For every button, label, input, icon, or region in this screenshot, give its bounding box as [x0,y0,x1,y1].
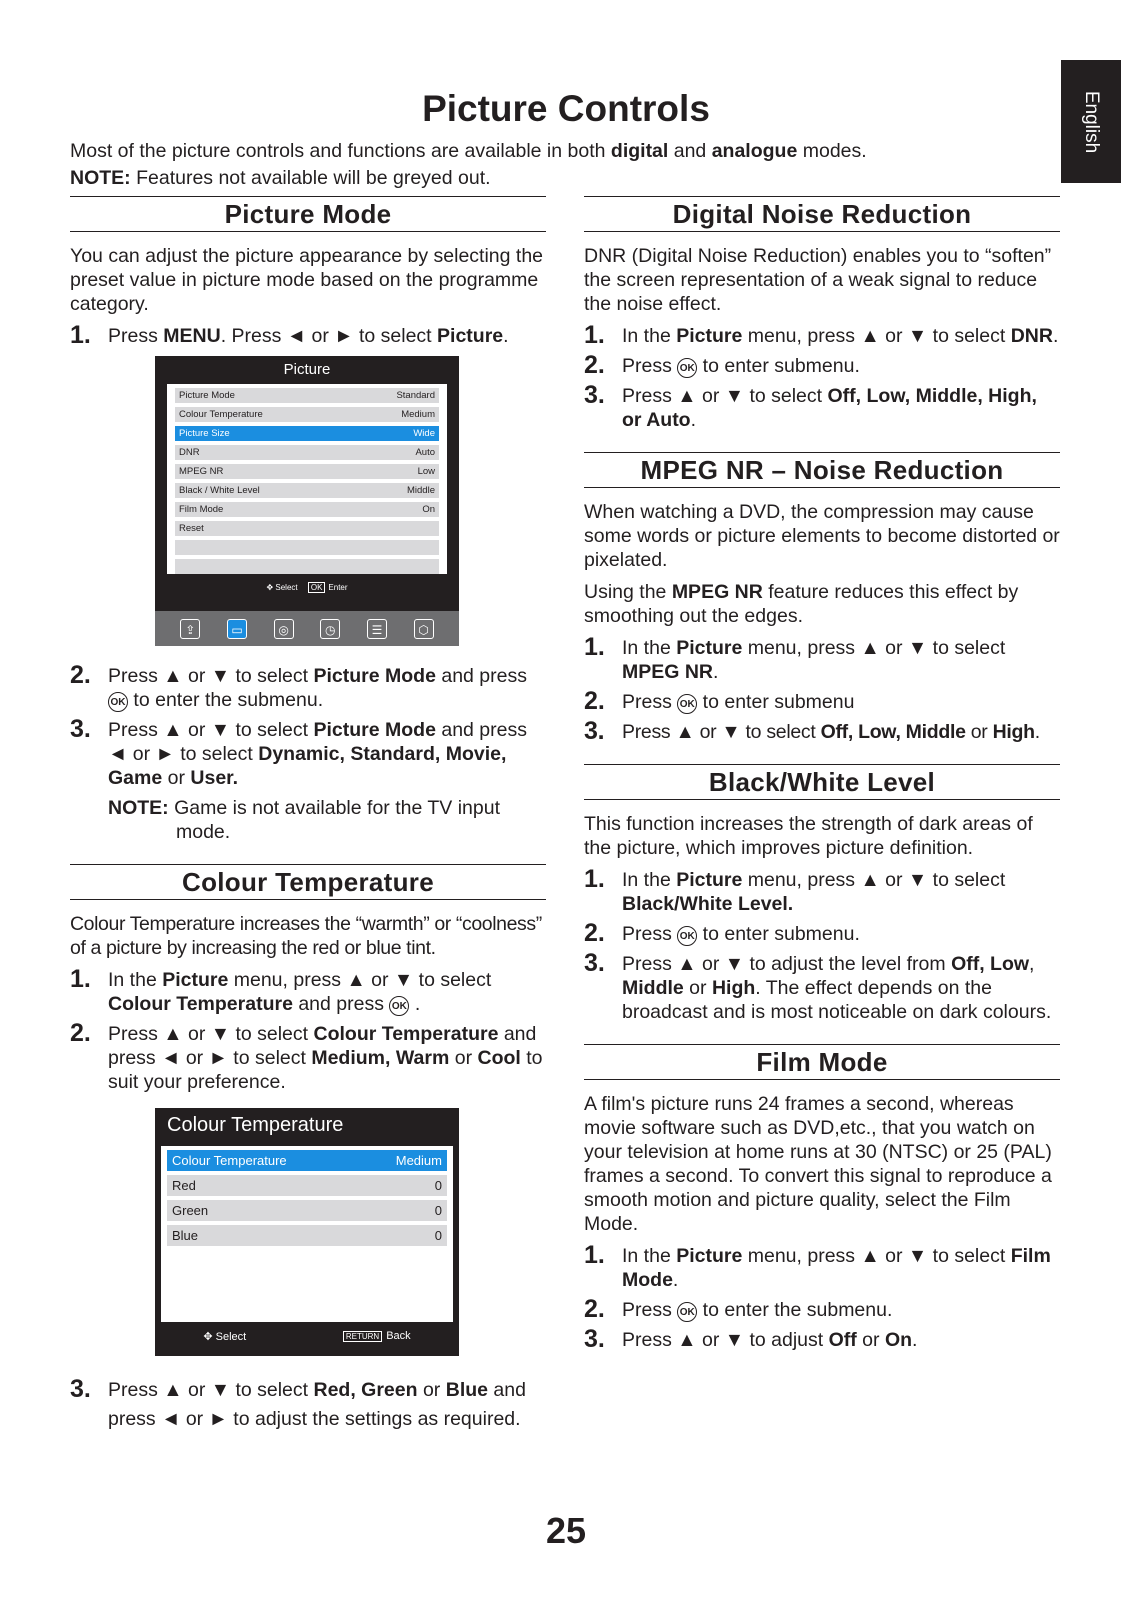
step [584,687,1060,715]
step-text: or [162,767,191,789]
step-bold: Colour Temperature [108,993,293,1015]
step-number: 2. [70,661,91,689]
step-text: . [713,661,719,683]
step-text: . [503,325,509,347]
row-label: Picture Mode [179,390,235,401]
section-heading-black-white-level: Black/White Level [584,764,1060,800]
step [70,661,546,712]
row-value: Middle [407,485,435,496]
body-text: Using the [584,581,672,603]
row-value: Medium [395,1153,442,1168]
step-text: . [672,1269,679,1291]
step-bold: Black/White Level. [622,893,794,915]
step-text: or [965,721,993,743]
note-text: mode. [176,821,231,843]
row-value: Standard [396,390,435,401]
intro-note [70,165,867,192]
step [70,321,546,349]
body-bold: MPEG NR [671,581,763,603]
ok-button-icon: OK [677,358,697,378]
footer-enter-label: Enter [328,583,348,592]
intro-bold: analogue [711,140,798,162]
step-bold: MPEG NR [622,661,714,683]
dnr-body: DNR (Digital Noise Reduction) enables you to “soften” the screen representation of a weak signal to reduce the noise effect. [584,245,1052,315]
step-text: . [1052,325,1059,347]
film-body: A film's picture runs 24 frames a second, whereas movie software such as DVD,etc., that you watch on your television at home runs at 30 (NTSC) or 25 (PAL) frames a second. To convert this signal to reproduce a smooth motion and picture quality, select the Film Mode. [584,1093,1052,1235]
step-text: menu, press ▲ or ▼ to select [742,1245,1011,1267]
step-number: 2. [584,919,605,947]
section-heading-film-mode: Film Mode [584,1044,1060,1080]
row-label: Green [172,1203,209,1218]
menu-row-blue[interactable] [167,1225,447,1246]
timer-icon[interactable]: ◷ [320,619,340,639]
step-text: In the [622,1245,677,1267]
menu-title: Colour Temperature [167,1114,344,1136]
intro [70,138,867,192]
step-text: to enter submenu. [697,923,860,945]
menu-row-colour-temperature[interactable] [175,407,439,422]
step-number: 1. [584,1241,605,1269]
row-label: MPEG NR [179,466,224,477]
step-bold: Blue [445,1379,488,1401]
step-text: In the [622,869,677,891]
step-number: 2. [70,1019,91,1047]
step-text: menu, press ▲ or ▼ to select [742,325,1011,347]
step-text: Press ▲ or ▼ to select [108,665,314,687]
step [584,633,1060,684]
picture-mode-body: You can adjust the picture appearance by selecting the preset value in picture mode based on the programme category. [70,245,544,315]
step-bold: High [711,977,756,999]
step-bold: Cool [477,1047,521,1069]
step-text: . [409,993,421,1015]
step-number: 1. [70,965,91,993]
step [584,1241,1060,1292]
bw-body: This function increases the strength of dark areas of the picture, which improves picture definition. [584,813,1033,859]
row-value: Low [417,466,435,477]
section-heading-mpeg-nr: MPEG NR – Noise Reduction [584,452,1060,488]
menu-row-reset[interactable] [175,521,439,536]
step-bold: Off, Low, Middle, High, or Auto [622,385,1037,431]
row-label: Picture Size [179,428,230,439]
step-text: to enter submenu. [697,355,860,377]
step [584,949,1060,1024]
step-number: 1. [584,321,605,349]
intro-text: modes. [797,140,867,162]
step-text: or [856,1329,885,1351]
row-label: Colour Temperature [172,1153,287,1168]
step-bold: MENU [163,325,221,347]
footer-back-label: Back [386,1330,411,1342]
menu-row-picture-mode[interactable] [175,388,439,403]
step-bold: Off [828,1329,857,1351]
step [70,1019,546,1094]
step-bold: Dynamic, Standard, Movie, Game [108,743,507,789]
menu-row-colour-temperature[interactable] [167,1150,447,1171]
step-text: Press ▲ or ▼ to select [108,1379,314,1401]
step [584,351,1060,379]
step-bold: User. [190,767,239,789]
footer-select [203,1330,246,1343]
lock-icon[interactable]: ⬡ [414,619,434,639]
note-text: Game is not available for the TV input [168,797,500,819]
step-text: menu, press ▲ or ▼ to select [228,969,492,991]
step-text: Press ▲ or ▼ to select [622,721,821,743]
menu-row-dnr[interactable] [175,445,439,460]
step-number: 1. [584,633,605,661]
step-number: 1. [584,865,605,893]
step-text: Press ▲ or ▼ to select [108,1023,314,1045]
left-column [70,196,546,1440]
step-bold: Off, Low [951,953,1030,975]
page-number: 25 [545,1510,587,1551]
step-bold: Picture Mode [313,719,436,741]
ok-button-icon: OK [677,926,697,946]
row-label: Red [172,1178,196,1193]
row-label: Film Mode [179,504,224,515]
step-text: or [417,1379,446,1401]
step-number: 2. [584,1295,605,1323]
step-bold: DNR [1010,325,1053,347]
menu-icon-bar [155,611,459,646]
intro-bold: digital [610,140,669,162]
step-text: Press ▲ or ▼ to select [622,385,828,407]
step-text: . [690,409,697,431]
right-column [584,196,1060,1358]
step-text: Press ▲ or ▼ to adjust [622,1329,829,1351]
step-text: . [1034,721,1040,743]
row-label: Colour Temperature [179,409,263,420]
footer-select-label: Select [215,1331,247,1343]
step-text: Press [622,1299,678,1321]
step-bold: Film Mode [622,1245,1051,1291]
source-icon[interactable]: ⇪ [180,619,200,639]
row-value: 0 [434,1228,442,1243]
step-bold: On [884,1329,913,1351]
menu-list [161,1146,453,1322]
row-label: Reset [179,523,204,534]
page-title: Picture Controls [422,88,710,129]
picture-menu-screen [155,356,459,646]
row-value: On [422,504,435,515]
picture-icon[interactable]: ▭ [227,619,247,639]
step-text: to suit your preference. [108,1047,543,1093]
step-bold: Off, Low, Middle [820,721,966,743]
row-value: Medium [401,409,435,420]
step-number: 2. [584,687,605,715]
step-text: and press ◄ or ► to select [108,719,527,765]
step-text: In the [622,637,677,659]
step [584,919,1060,947]
step-text: menu, press ▲ or ▼ to select [742,637,1006,659]
step-bold: Picture [676,325,743,347]
menu-row-mpeg-nr[interactable] [175,464,439,479]
section-heading-picture-mode: Picture Mode [70,196,546,232]
step-text: menu, press ▲ or ▼ to select [742,869,1006,891]
row-label: Blue [172,1228,199,1243]
step-text: . Press ◄ or ► to select [220,325,438,347]
note-label: NOTE: [108,797,169,819]
step-text: In the [622,325,677,347]
setup-icon[interactable]: ☰ [367,619,387,639]
step-text: . [912,1329,918,1351]
row-value: Wide [413,428,435,439]
ok-button-icon: OK [677,1302,697,1322]
step [584,717,1060,745]
intro-text: and [668,140,712,162]
step [70,715,546,790]
step-text: to enter submenu [697,691,855,713]
step-bold: Picture [676,869,743,891]
colour-temp-body: Colour Temperature increases the “warmth” or “coolness” of a picture by increasing the red or blue tint. [70,913,542,959]
mpeg-body [584,580,1060,628]
footer-back [343,1330,411,1343]
menu-row-picture-size[interactable] [175,426,439,441]
step-number: 3. [584,717,605,745]
step-bold: Colour Temperature [313,1023,499,1045]
row-value: 0 [434,1203,442,1218]
step [70,965,546,1016]
step-bold: Red, Green [313,1379,418,1401]
colour-temperature-menu-screen [155,1108,459,1356]
step-bold: Picture [437,325,504,347]
step-text: . The effect depends on the broadcast and is most noticeable on dark colours. [622,977,1052,1023]
row-label: Black / White Level [179,485,260,496]
step [584,381,1060,432]
return-key-icon: RETURN [343,1331,382,1342]
step-number: 3. [584,949,605,977]
menu-row-red[interactable] [167,1175,447,1196]
footer-select-label: Select [275,583,298,592]
ok-button-icon: OK [677,694,697,714]
step-text: Press ▲ or ▼ to select [108,719,314,741]
step-text: and press ◄ or ► to adjust the settings as required. [108,1379,526,1430]
step-bold: High [992,721,1035,743]
step-number: 2. [584,351,605,379]
step-text: and press [435,665,527,687]
menu-row-black-white-level[interactable] [175,483,439,498]
sound-icon[interactable]: ◎ [274,619,294,639]
body-text: feature reduces this effect by smoothing out the edges. [584,581,1019,627]
ok-button-icon: OK [389,996,409,1016]
step-text: Press [622,355,678,377]
step-number: 3. [584,1325,605,1353]
step-text: and press [292,993,390,1015]
step-text: to enter the submenu. [128,689,324,711]
row-label: DNR [179,447,200,458]
row-value: 0 [434,1178,442,1193]
step-bold: Picture [676,637,743,659]
ok-button-icon: OK [108,692,128,712]
step-number: 3. [70,715,91,743]
step-text: to enter the submenu. [697,1299,893,1321]
menu-row-empty [175,559,439,574]
step-text: Press [622,923,678,945]
step-number: 1. [70,321,91,349]
step-bold: Picture Mode [313,665,436,687]
step-text: Press [108,325,164,347]
intro-text: Most of the picture controls and functions are available in both [70,140,611,162]
step-bold: Middle [622,977,684,999]
section-heading-colour-temperature: Colour Temperature [70,864,546,900]
section-heading-dnr: Digital Noise Reduction [584,196,1060,232]
menu-list [167,384,447,574]
menu-row-green[interactable] [167,1200,447,1221]
menu-footer [155,582,459,593]
step-bold: Picture [676,1245,743,1267]
menu-footer [155,1330,459,1343]
select-icon: ✥ [203,1331,213,1343]
language-label: English [1081,90,1102,153]
step-text: Press ▲ or ▼ to adjust the level from [622,953,952,975]
step [70,1376,546,1434]
step-text: Press [622,691,678,713]
menu-row-film-mode[interactable] [175,502,439,517]
step-text: In the [108,969,163,991]
step-bold: Medium, Warm [311,1047,450,1069]
step-text: , [1029,953,1035,975]
menu-row-empty [175,540,439,555]
select-icon: ✥ [266,583,274,592]
note [70,796,546,844]
step-bold: Picture [162,969,229,991]
step-text: and press ◄ or ► to select [108,1023,537,1069]
intro-line [70,138,867,165]
row-value: Auto [415,447,435,458]
menu-title: Picture [283,361,331,378]
step [584,1325,1060,1353]
step-number: 3. [70,1375,91,1403]
step-number: 3. [584,381,605,409]
step-text: or [683,977,712,999]
step [584,321,1060,349]
note-label: NOTE: [70,167,131,189]
ok-key-icon: OK [308,582,326,593]
mpeg-body: When watching a DVD, the compression may cause some words or picture elements to become distorted or pixelated. [584,501,1060,571]
step [584,865,1060,916]
note-text: Features not available will be greyed out. [130,167,491,189]
step-text: or [449,1047,478,1069]
step [584,1295,1060,1323]
